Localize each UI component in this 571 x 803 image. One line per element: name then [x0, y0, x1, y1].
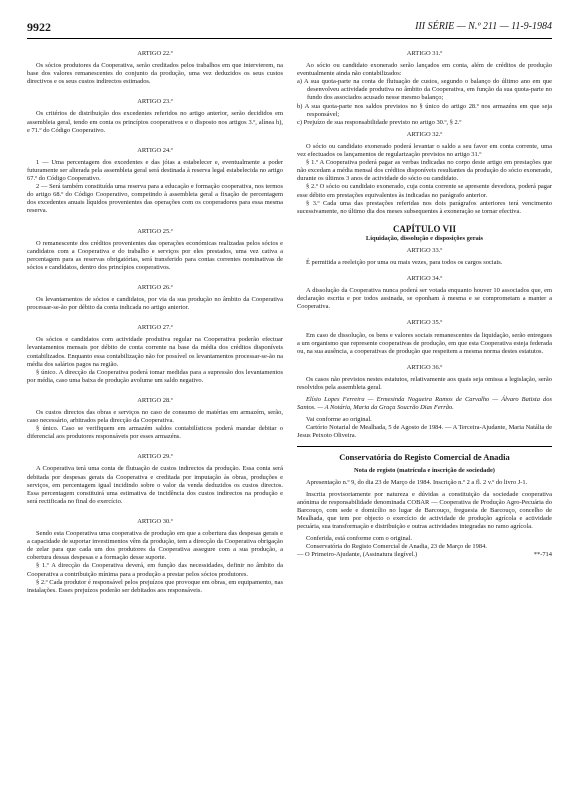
- article-26-title: ARTIGO 26.º: [137, 283, 173, 291]
- article-34-text: A dissolução da Cooperativa nunca poderá ser votada enquanto houver 10 associados que, em declaração escrita e por todos assinada, se oponham à mesma e se comprometam a manter a Cooperativa.: [297, 287, 552, 311]
- article-36-text: Os casos não previstos nestes estatutos, relativamente aos quais seja omissa a legislação, serão resolvidos pela assembleia geral.: [297, 375, 552, 391]
- article-29-title: ARTIGO 29.º: [137, 453, 173, 461]
- article-25-title: ARTIGO 25.º: [137, 227, 173, 235]
- article-22-title: ARTIGO 22.º: [137, 50, 173, 57]
- assistant-signature-line: — O Primeiro-Ajudante, (Assinatura ilegível.): [297, 551, 418, 559]
- left-column: [27, 46, 283, 595]
- section-title: Conservatória do Registo Comercial de Anadia: [339, 451, 510, 462]
- article-27-title: ARTIGO 27.º: [137, 324, 173, 332]
- series-issue-date: III SÉRIE — N.º 211 — 11-9-1984: [415, 21, 552, 32]
- article-32-title: ARTIGO 32.º: [406, 130, 443, 138]
- article-36-title: ARTIGO 36.º: [406, 363, 443, 371]
- article-24-para-2: 2 — Será também constituída uma reserva para a educação e formação cooperativa, nos termos do artigo 68.º do Código Cooperativo, competindo à assembleia geral a fixação de percentagem dos excedentes anuais líquidos provenientes das operações com os cooperadores para essa mesma reserva.: [27, 183, 283, 215]
- article-32-paragraph-2: § 2.º O sócio ou candidato exonerado, cuja conta corrente se apresente devedora, poderá pagar esse débito em prestações equivalentes às indicadas no parágrafo anterior.: [297, 183, 552, 199]
- article-31-title: ARTIGO 31.º: [406, 50, 443, 57]
- article-28-paragraph-unico: § único. Caso se verifiquem em armazém saldos contabilísticos poderá mandar debitar o diferencial aos produtores responsáveis por esses armazéns.: [27, 425, 283, 441]
- signatories: Elísio Lopes Ferreira — Ermesinda Nogueira Ramos de Carvalho — Álvaro Batista dos Santos. — A Notária, Maria da Graça Soucrão Dias Ferrão.: [297, 396, 552, 412]
- article-30-paragraph-1: § 1.º A direcção da Cooperativa deverá, em função das necessidades, definir no âmbito da Cooperativa a contribuição mínima para a produção a prestar pelos sócios produtores.: [27, 562, 283, 578]
- reference-code: **-714: [533, 551, 552, 559]
- notary-office-line: Cartório Notarial de Mealhada, 5 de Agosto de 1984. — A Terceira-Ajudante, Maria Natália de Jesus Peixoto Oliveira.: [297, 424, 552, 440]
- article-31-list: [297, 78, 552, 127]
- article-31-text: Ao sócio ou candidato exonerado serão lançados em conta, além de créditos de produção eventualmente ainda não contabilizados:: [297, 62, 552, 78]
- article-32-paragraph-1: § 1.º A Cooperativa poderá pagar as verbas indicadas no corpo deste artigo em prestações que não excedam a média mensal dos créditos disponíveis resultantes da produção do sócio exonerado, durante os últimos 3 anos de actividade do sócio ou candidato.: [297, 159, 552, 183]
- right-column: [297, 46, 552, 560]
- page-header: [27, 20, 552, 39]
- chapter-title: CAPÍTULO VII: [392, 223, 457, 234]
- article-28-title: ARTIGO 28.º: [137, 396, 173, 404]
- article-35-title: ARTIGO 35.º: [406, 319, 443, 327]
- registry-date-line: Conservatória do Registo Comercial de Anadia, 23 de Março de 1984.: [306, 543, 487, 551]
- registry-note-title: Nota de registo (matrícula e inscrição de sociedade): [354, 466, 495, 474]
- article-28-text: Os custos directos das obras e serviços no caso de consumo de matérias em armazém, serão, caso necessário, arbitrados pela direcção da Cooperativa.: [27, 409, 283, 425]
- list-item: c) Prejuízo de sua responsabilidade previsto no artigo 30.º, § 2.º: [297, 118, 462, 126]
- article-25-text: O remanescente dos créditos provenientes das operações económicas realizadas pelos sócios e candidatos com a Cooperativa e do trabalho e serviços por eles prestados, uma vez cativa a percentagem para as reservas obrigatórias, será transferido para contas correntes nominativas de sócios e candidatos, dentro dos princípios cooperativos.: [27, 239, 283, 271]
- article-27-paragraph-unico: § único. A direcção da Cooperativa poderá tomar medidas para a supressão dos levantamentos por média, caso uma baixa de produção avolume um saldo negativo.: [27, 368, 283, 384]
- article-32-text: O sócio ou candidato exonerado poderá levantar o saldo a seu favor em conta corrente, uma vez efectuados os lançamentos de regularização previstos no artigo 31.º: [297, 142, 552, 159]
- article-30-title: ARTIGO 30.º: [137, 517, 173, 525]
- article-33-title: ARTIGO 33.º: [406, 246, 443, 254]
- list-item: a) A sua quota-parte na conta de flutuação de custos, segundo o balanço do último ano em que desenvolveu actividade produtiva no âmbito da Cooperativa, em função da sua quota-parte no fundo dos associados acusado nesse mesmo balanço;: [297, 78, 552, 102]
- article-35-text: Em caso de dissolução, os bens e valores sociais remanescentes da liquidação, serão entregues a um organismo que represente cooperativas de produção, em que esta Cooperativa esteja federada ou, na sua ausência, a cooperativas de produção que respeitem a mesma norma destes estatutos.: [297, 331, 552, 355]
- article-27-text: Os sócios e candidatos com actividade produtiva regular na Cooperativa poderão efectuar levantamentos mensais por débito de conta corrente na base da média dos créditos disponíveis contabilizados. Enquanto essa contabilização não for possível os levantamentos processar-se-ão na média dos salários pagos na região.: [27, 336, 283, 368]
- chapter-subtitle: Liquidação, dissolução e disposições gerais: [365, 234, 484, 242]
- article-33-text: É permitida a reeleição por uma ou mais vezes, para todos os cargos sociais.: [306, 258, 503, 266]
- verification-line: Conferida, está conforme com o original.: [306, 535, 413, 543]
- conforme-statement: Vai conforme ao original.: [306, 416, 372, 424]
- registration-text: Inscrita provisoriamente por natureza e dúvidas a constituição da sociedade cooperativa anónima de responsabilidade denominada COBAR — Cooperativa de Produção Agro-Pecuária do Barcouço, com sede e domicílio no lugar de Barcouço, freguesia de Barcouço, concelho de Mealhada, que tem por objecto o exercício de actividade de produção agrícola e actividade pecuária, sua transformação e distribuição e outras actividades integradas no ramo agrícola.: [297, 490, 552, 531]
- article-30-paragraph-2: § 2.º Cada produtor é responsável pelos prejuízos que provoque em obras, em equipamento, nas instalações. Esses prejuízos poderão ser debitados aos responsáveis.: [27, 578, 283, 594]
- article-24-title: ARTIGO 24.º: [137, 146, 173, 154]
- section-divider: [297, 446, 552, 447]
- presentation-line: Apresentação n.º 9, do dia 23 de Março de 1984. Inscrição n.º 2 a fl. 2 v.º do livro J-1.: [306, 478, 528, 486]
- article-24-para-1: 1 — Uma percentagem dos excedentes e das jóias a estabelecer e, eventualmente a poder futuramente ser alterada pela assembleia geral será destinada à reserva legal estabelecida no artigo 67.º do Código Cooperativo.: [27, 158, 283, 183]
- article-23-text: Os critérios de distribuição dos excedentes referidos no artigo anterior, serão decididos em assembleia geral, tendo em conta os princípios cooperativos e o disposto nos artigos 3.º, alínea h), e 71.º do Código Cooperativo.: [27, 110, 283, 134]
- article-30-text: Sendo esta Cooperativa uma cooperativa de produção em que a cobertura das despesas gerais e a capacidade de suportar investimentos vêm da produção, tem a direcção da Cooperativa obrigação de zelar para que cada um dos produtores da Cooperativa assegure com a sua produção, a cobertura dessas despesas e a formação desse suporte.: [27, 530, 283, 562]
- article-34-title: ARTIGO 34.º: [406, 275, 443, 283]
- list-item: b) A sua quota-parte nos saldos previstos no § único do artigo 28.º nos armazéns em que seja responsável;: [297, 102, 552, 118]
- article-23-title: ARTIGO 23.º: [137, 98, 173, 106]
- article-29-text: A Cooperativa terá uma conta de flutuação de custos indirectos da produção. Essa conta será debitada por despesas gerais da Cooperativa e creditada por imputação às obras, produções e serviços, em percentagem igual incidindo sobre o valor da venda deduzidos os custos directos. Essa percentagem constituirá uma estimativa de incidência dos custos indirectos na produção e será rectificada no final do exercício.: [27, 465, 283, 505]
- page-number: 9922: [27, 20, 51, 34]
- article-22-text: Os sócios produtores da Cooperativa, serão creditados pelos trabalhos em que intervierem, na base dos valores remanescentes do conjunto da produção, uma vez deduzidos os seus custos directivos e os seus custos indirectos estimados.: [27, 62, 283, 86]
- article-32-paragraph-3: § 3.º Cada uma das prestações referidas nos dois parágrafos anteriores terá vencimento sucessivamente, no último dia dos meses subsequentes à exoneração se tornar efectiva.: [297, 199, 552, 215]
- article-26-text: Os levantamentos de sócios e candidatos, por via da sua produção no âmbito da Cooperativa processar-se-ão por débito da conta indicada no artigo anterior.: [27, 296, 283, 312]
